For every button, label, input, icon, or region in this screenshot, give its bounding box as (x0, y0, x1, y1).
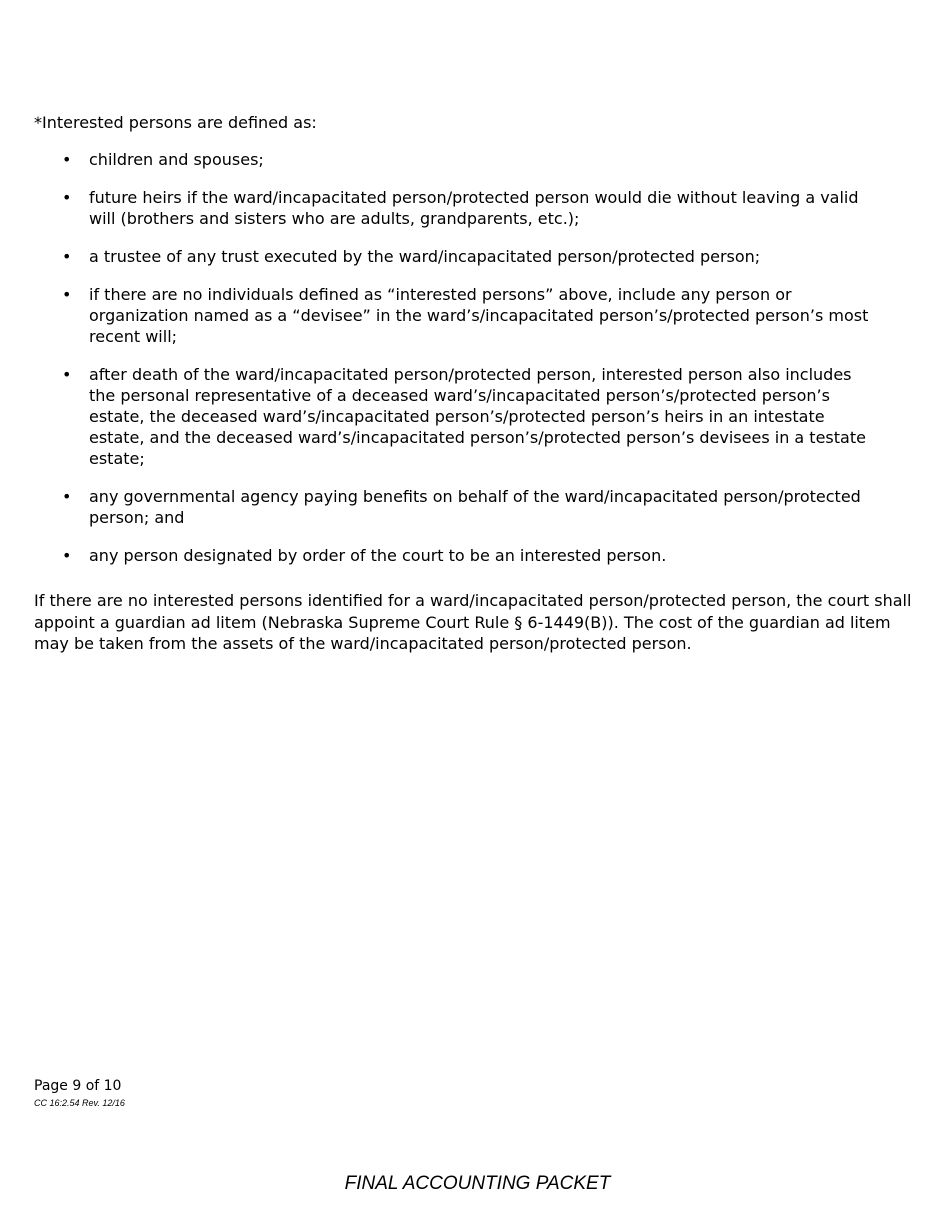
list-item (62, 545, 914, 566)
document-body (34, 112, 914, 655)
list-item (62, 486, 914, 528)
page-number: Page 9 of 10 (34, 1078, 122, 1094)
list-item-text: any person designated by order of the court to be an interested person. (89, 546, 667, 565)
list-item-text: after death of the ward/incapacitated person/protected person, interested person also includes the personal representative of a deceased ward’s/incapacitated person’s/protected person’s estate, the deceased ward’s/incapacitated person’s/protected person’s heirs in an intestate estate, and the deceased ward’s/incapacitated person’s/protected person’s devisees in a testate estate; (89, 365, 866, 468)
bullet-icon: • (62, 150, 72, 169)
bullet-icon: • (62, 487, 72, 506)
bullet-icon: • (62, 285, 72, 304)
list-item (62, 364, 914, 469)
list-item (62, 149, 914, 170)
bullet-icon: • (62, 247, 72, 266)
form-code: CC 16:2.54 Rev. 12/16 (34, 1098, 125, 1108)
list-item-text: any governmental agency paying benefits on behalf of the ward/incapacitated person/protected person; and (89, 487, 861, 527)
bullet-icon: • (62, 188, 72, 207)
interested-persons-list (34, 149, 914, 566)
bullet-icon: • (62, 365, 72, 384)
list-item-text: a trustee of any trust executed by the ward/incapacitated person/protected person; (89, 247, 761, 266)
list-item-text: if there are no individuals defined as “interested persons” above, include any person or organization named as a “devisee” in the ward’s/incapacitated person’s/protected person’s most recent will; (89, 285, 869, 346)
intro-text: *Interested persons are defined as: (34, 113, 317, 132)
footer-title: FINAL ACCOUNTING PACKET (344, 1173, 611, 1194)
bullet-icon: • (62, 546, 72, 565)
list-item (62, 284, 914, 347)
list-item-text: children and spouses; (89, 150, 264, 169)
list-item (62, 246, 914, 267)
list-item-text: future heirs if the ward/incapacitated person/protected person would die without leaving a valid will (brothers and sisters who are adults, grandparents, etc.); (89, 188, 859, 228)
list-item (62, 187, 914, 229)
closing-paragraph: If there are no interested persons identified for a ward/incapacitated person/protected person, the court shall appoint a guardian ad litem (Nebraska Supreme Court Rule § 6-1449(B)). The cost of the guardian ad litem may be taken from the assets of the ward/incapacitated person/protected person. (34, 591, 912, 653)
